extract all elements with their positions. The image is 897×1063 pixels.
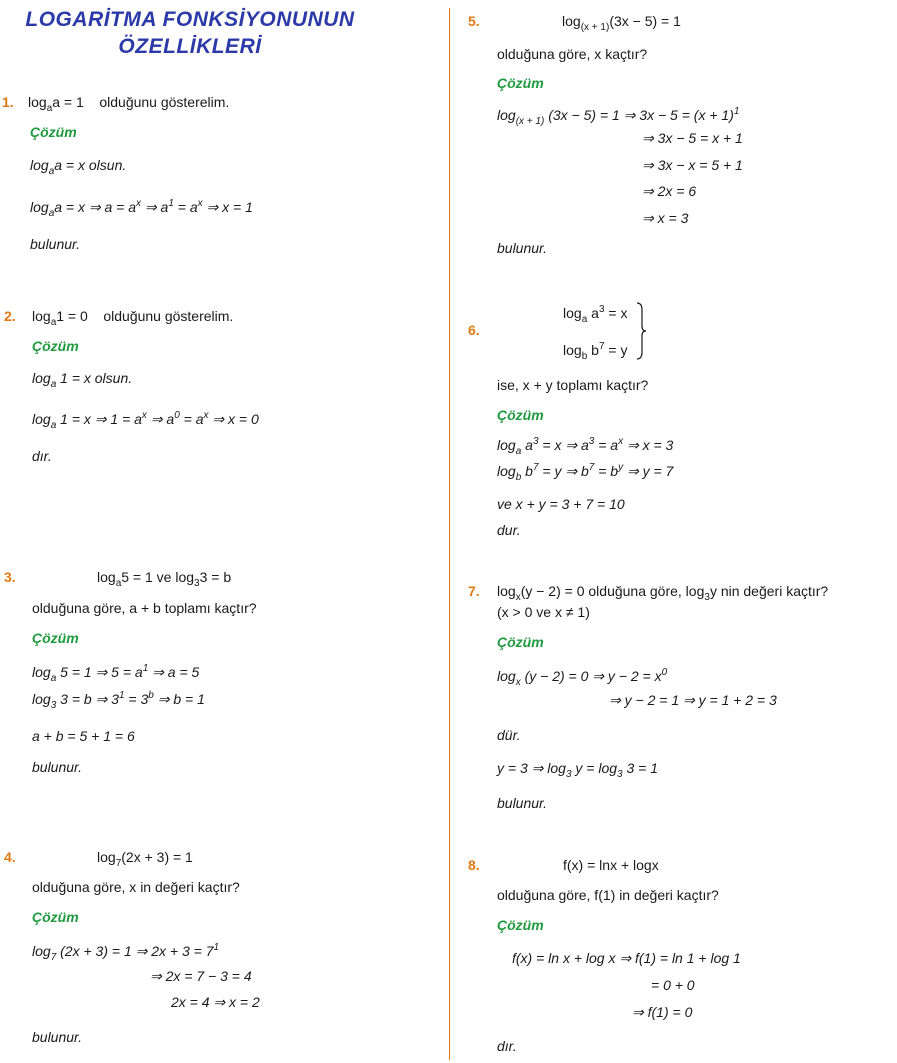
problem-8-solution-label: Çözüm [497, 917, 544, 933]
problem-4-number: 4. [4, 849, 16, 865]
column-divider [449, 8, 450, 1060]
problem-4-step-3: 2x = 4 ⇒ x = 2 [171, 994, 260, 1010]
problem-5-step-2: ⇒ 3x − 5 = x + 1 [642, 130, 743, 146]
problem-7-step-2: ⇒ y − 2 = 1 ⇒ y = 1 + 2 = 3 [609, 692, 777, 708]
problem-5-end: bulunur. [497, 240, 548, 256]
page-title [10, 8, 370, 59]
problem-6-solution-label: Çözüm [497, 407, 544, 423]
problem-7-step-3: dür. [497, 727, 521, 743]
problem-5-step-3: ⇒ 3x − x = 5 + 1 [642, 157, 743, 173]
problem-6-given-1: $\log_a a^3 = x$ [563, 304, 628, 325]
problem-3-solution-label: Çözüm [32, 630, 79, 646]
problem-5-step-5: ⇒ x = 3 [642, 210, 689, 226]
problem-2-step-2: $\log_a 1 = x$ ⇒ $1 = a^x$ ⇒ $a^0 = a^x$ ⇒ x = 0 [32, 410, 259, 431]
problem-4-step-2: ⇒ 2x = 7 − 3 = 4 [150, 968, 252, 984]
problem-3-end: bulunur. [32, 759, 83, 775]
problem-6-step-2: $\log_b b^7 = y$ ⇒ $b^7 = b^y$ ⇒ y = 7 [497, 462, 674, 483]
problem-3-question: $\log_a5 = 1$ ve $\log_33 = b$ [97, 569, 232, 589]
problem-6-given-2: $\log_b b^7 = y$ [563, 341, 628, 362]
title-line-1: LOGARİTMA FONKSİYONUNUN [25, 8, 355, 31]
problem-4-step-1: $\log_7 (2x + 3) = 1$ ⇒ $2x + 3 = 7^1$ [32, 942, 220, 963]
problem-7-step-4: y = 3 ⇒ $\log_3 y = \log_3 3 = 1$ [497, 760, 659, 780]
problem-5-solution-label: Çözüm [497, 75, 544, 91]
problem-1-question: $\log_aa = 1$ olduğunu gösterelim. [28, 94, 230, 114]
problem-3-question-2: olduğuna göre, a + b toplamı kaçtır? [32, 600, 257, 616]
problem-8-step-2: = 0 + 0 [651, 977, 695, 993]
problem-8-end: dır. [497, 1038, 517, 1054]
problem-8-question: f(x) = lnx + logx [563, 857, 659, 873]
problem-8-step-3: ⇒ f(1) = 0 [632, 1004, 693, 1020]
problem-3-step-3: a + b = 5 + 1 = 6 [32, 728, 135, 744]
problem-1-step-2: $\log_aa = x$ ⇒ $a = a^x$ ⇒ $a^1 = a^x$ ⇒ x = 1 [30, 198, 253, 219]
problem-6-step-3: ve x + y = 3 + 7 = 10 [497, 496, 625, 512]
problem-8-number: 8. [468, 857, 480, 873]
problem-4-question-2: olduğuna göre, x in değeri kaçtır? [32, 879, 240, 895]
problem-5-step-1: $\log_{(x + 1)} (3x - 5) = 1$ ⇒ $3x - 5 = (x + 1)^1$ [497, 106, 740, 127]
problem-2-end: dır. [32, 448, 52, 464]
problem-2-number: 2. [4, 308, 16, 324]
problem-6-end: dur. [497, 522, 521, 538]
problem-4-end: bulunur. [32, 1029, 83, 1045]
problem-5-question: $\log_{(x + 1)}(3x - 5) = 1$ [562, 13, 681, 33]
problem-7-question: $\log_x(y - 2) = 0$ olduğuna göre, $\log_3y$ nin değeri kaçtır? [497, 583, 829, 603]
problem-2-question: $\log_a1 = 0$ olduğunu gösterelim. [32, 308, 234, 328]
problem-3-step-2: $\log_3 3 = b$ ⇒ $3^1 = 3^b$ ⇒ b = 1 [32, 690, 205, 711]
problem-7-step-1: $\log_x (y - 2) = 0$ ⇒ $y - 2 = x^0$ [497, 667, 668, 688]
problem-5-step-4: ⇒ 2x = 6 [642, 183, 697, 199]
problem-1-number: 1. [2, 94, 14, 110]
problem-1-solution-label: Çözüm [30, 124, 77, 140]
problem-3-number: 3. [4, 569, 16, 585]
problem-5-number: 5. [468, 13, 480, 29]
problem-7-solution-label: Çözüm [497, 634, 544, 650]
problem-4-question: $\log_7(2x + 3) = 1$ [97, 849, 193, 869]
problem-8-step-1: f(x) = ln x + log x ⇒ f(1) = ln 1 + log 1 [512, 950, 741, 966]
problem-3-step-1: $\log_a 5 = 1$ ⇒ $5 = a^1$ ⇒ a = 5 [32, 663, 200, 684]
problem-6-step-1: $\log_a a^3 = x$ ⇒ $a^3 = a^x$ ⇒ x = 3 [497, 436, 674, 457]
problem-1-end: bulunur. [30, 236, 81, 252]
title-line-2: ÖZELLİKLERİ [118, 35, 262, 58]
problem-8-question-2: olduğuna göre, f(1) in değeri kaçtır? [497, 887, 719, 903]
problem-7-end: bulunur. [497, 795, 548, 811]
problem-6-number: 6. [468, 322, 480, 338]
problem-7-number: 7. [468, 583, 480, 599]
problem-5-question-2: olduğuna göre, x kaçtır? [497, 46, 648, 62]
problem-2-step-1: $\log_a 1 = x$ olsun. [32, 370, 133, 390]
problem-2-solution-label: Çözüm [32, 338, 79, 354]
problem-7-question-2: (x > 0 ve x ≠ 1) [497, 604, 590, 620]
problem-4-solution-label: Çözüm [32, 909, 79, 925]
problem-6-question: ise, x + y toplamı kaçtır? [497, 377, 649, 393]
problem-1-step-1: $\log_aa = x$ olsun. [30, 157, 127, 177]
problem-6-brace [635, 302, 647, 360]
